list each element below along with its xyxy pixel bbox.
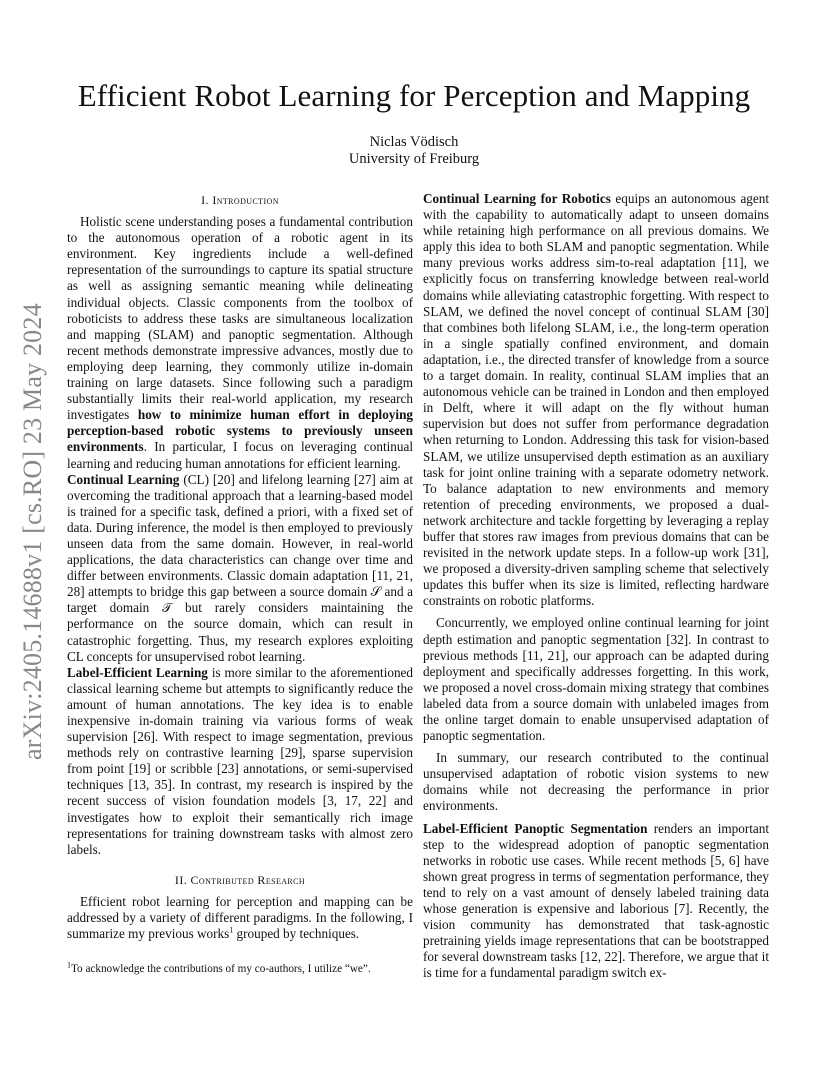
footnote-marker: 1 bbox=[229, 925, 234, 935]
paragraph-text: equips an autonomous agent with the capability to automatically adapt to unseen domains while retaining high performance on all previous domains. We apply this idea to both SLAM and panoptic segmentation. While many previous works address sim-to-real adaptation [11], we explicitly focus on transferring knowledge between real-world domains while alleviating catastrophic forgetting. With respect to SLAM, we defined the novel concept of continual SLAM [30] that combines both lifelong SLAM, i.e., the long-term operation in a single spatially confined environment, and domain adaptation, i.e., the directed transfer of knowledge from a source to a target domain. In reality, continual SLAM implies that an autonomous vehicle can be trained in London and then employed in Delft, where it will adapt on the fly without human supervision but does not suffer from performance degradation when returning to London. Addressing this task for vision-based SLAM, we utilize unsupervised depth estimation as an auxiliary task for joint online training with a separate odometry network. To balance adaptation to new environments and memory retention of preceding environments, we proposed a dual-network architecture and tackle forgetting by leveraging a replay buffer that stores raw images from previous domains that can be revisited in the network update steps. In a follow-up work [31], we proposed a diversity-driven sampling scheme that selectively updates this buffer when its size is limited, reflecting hardware constraints on robotic platforms. bbox=[423, 191, 769, 609]
footnote-text: To acknowledge the contributions of my co-authors, I utilize “we”. bbox=[71, 963, 371, 975]
intro-paragraph bbox=[67, 214, 413, 472]
author-name: Niclas Vödisch bbox=[369, 134, 459, 150]
concurrent-paragraph: Concurrently, we employed online continual learning for joint depth estimation and panoptic segmentation [32]. In contrast to previous methods [11, 21], our approach can be adapted during deployment and specifically addresses forgetting. In this work, we proposed a novel cross-domain mixing strategy that combines labeled data from a source domain with unlabeled images from the online target domain to enable unsupervised adaptation of panoptic segmentation. bbox=[423, 615, 769, 744]
arxiv-sidebar-stamp: arXiv:2405.14688v1 [cs.RO] 23 May 2024 bbox=[18, 303, 47, 760]
paragraph-text: renders an important step to the widespread adoption of panoptic segmentation networks in robotic use cases. While recent methods [5, 6] have shown great progress in terms of segmentation performance, they tend to rely on a vast amount of densely labeled training data whose generation is expensive and laborious [7]. Recently, the vision community has demonstrated that task-agnostic pretraining yields image representations that can be bootstrapped for several downstream tasks [12, 22]. Therefore, we argue that it is time for a fundamental paradigm switch ex- bbox=[423, 820, 769, 981]
section-number: II. bbox=[174, 872, 191, 887]
contrib-paragraph bbox=[67, 894, 413, 942]
paper-title: Efficient Robot Learning for Perception and Mapping bbox=[77, 78, 751, 113]
paragraph-heading: Continual Learning for Robotics bbox=[423, 191, 611, 206]
contrib-text-end: grouped by techniques. bbox=[233, 926, 360, 942]
section-title: Introduction bbox=[212, 193, 279, 207]
intro-text-end: . In particular, I focus on leveraging continual learning and reducing human annotations for efficient learning. bbox=[67, 439, 413, 471]
label-efficient-paragraph bbox=[67, 665, 413, 858]
paragraph-text: (CL) [20] and lifelong learning [27] aim at overcoming the traditional approach that a learning-based model is trained for a specific task, defined a priori, with a fixed set of data. During inference, the model is then employed to previously unseen data from the same domain. However, in real-world applications, the data characteristics can change over time and differ between environments. Classic domain adaptation [11, 21, 28] attempts to bridge this gap between a source domain 𝒮 and a target domain 𝒯 but rarely considers maintaining the performance on the source domain, which can result in catastrophic forgetting. Thus, my research explores exploiting CL concepts for unsupervised robot learning. bbox=[67, 471, 413, 664]
continual-robotics-paragraph bbox=[423, 191, 769, 609]
footnote bbox=[67, 962, 413, 976]
contrib-text: Efficient robot learning for perception and mapping can be addressed by a variety of different paradigms. In the following, I summarize my previous works bbox=[67, 893, 413, 942]
intro-emphasis: how to minimize human effort in deploying perception-based robotic systems to previously unseen environments bbox=[67, 407, 413, 455]
panoptic-paragraph bbox=[423, 821, 769, 982]
paragraph-heading: Continual Learning bbox=[67, 471, 180, 487]
continual-learning-paragraph bbox=[67, 472, 413, 665]
section-number: I. bbox=[201, 193, 213, 207]
paragraph-heading: Label-Efficient Learning bbox=[67, 664, 208, 680]
section-heading-contributed-research bbox=[67, 872, 413, 888]
section-title: Contributed Research bbox=[190, 872, 306, 887]
paragraph-text: is more similar to the aforementioned classical learning scheme but attempts to significantly reduce the amount of human annotations. The key idea is to enable inexpensive in-domain training via various forms of weak supervision [26]. With respect to image segmentation, previous methods rely on contrastive learning [29], sparse supervision from point [19] or scribble [23] annotations, or semi-supervised techniques [13, 35]. In contrast, my research is inspired by the recent success of vision foundation models [3, 17, 22] and investigates how to exploit their semantically rich image representations for training downstream tasks with almost zero labels. bbox=[67, 664, 413, 857]
left-column bbox=[67, 192, 413, 942]
section-heading-introduction bbox=[67, 192, 413, 208]
paragraph-heading: Label-Efficient Panoptic Segmentation bbox=[423, 820, 648, 836]
intro-text: Holistic scene understanding poses a fundamental contribution to the autonomous operation of a robotic agent in its environment. Key ingredients include a well-defined representation of the surroundings to capture its spatial structure as well as assigning semantic meaning while delineating individual objects. Classic components from the toolbox of roboticists to address these tasks are simultaneous localization and mapping (SLAM) and panoptic segmentation. Although recent methods demonstrate impressive advances, mostly due to employing deep learning, they commonly utilize in-domain training on large datasets. Since following such a paradigm substantially limits their real-world application, my research investigates bbox=[67, 214, 413, 423]
right-column bbox=[423, 191, 769, 982]
author-affiliation: University of Freiburg bbox=[348, 151, 480, 167]
summary-paragraph: In summary, our research contributed to the continual unsupervised adaptation of robotic vision systems to new domains while not decreasing the performance in prior environments. bbox=[423, 750, 769, 814]
footnote-marker: 1 bbox=[67, 960, 71, 970]
